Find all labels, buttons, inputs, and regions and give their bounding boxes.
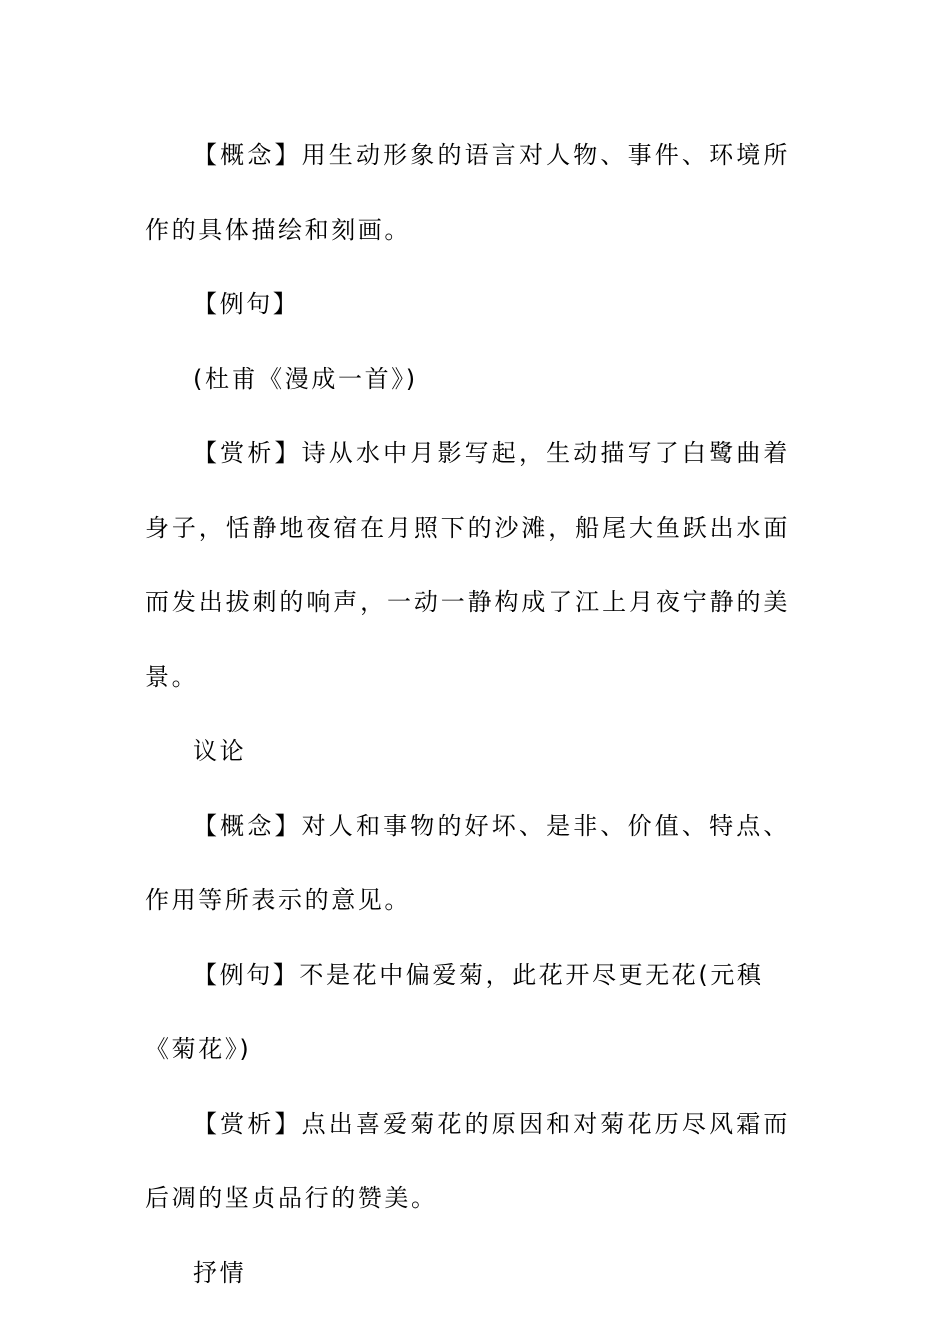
paragraph-description-example-source: (杜甫《漫成一首》) [193, 364, 418, 393]
paragraph-argument-concept: 【概念】对人和事物的好坏、是非、价值、特点、作用等所表示的意见。 [145, 811, 790, 914]
paragraph-argument-analysis: 【赏析】点出喜爱菊花的原因和对菊花历尽风霜而后凋的坚贞品行的赞美。 [145, 1109, 790, 1212]
paragraph-argument-example: 【例句】不是花中偏爱菊，此花开尽更无花(元稹《菊花》) [145, 960, 764, 1063]
paragraph-description-concept: 【概念】用生动形象的语言对人物、事件、环境所作的具体描绘和刻画。 [145, 141, 790, 244]
paragraph-description-example-heading: 【例句】 [193, 290, 300, 318]
section-heading-argument: 议论 [193, 737, 247, 765]
section-heading-lyric: 抒情 [193, 1258, 247, 1287]
paragraph-description-analysis: 【赏析】诗从水中月影写起，生动描写了白鹭曲着身子，恬静地夜宿在月照下的沙滩，船尾大鱼跃出水面而发出拔刺的响声，一动一静构成了江上月夜宁静的美景。 [145, 439, 790, 691]
document-body [145, 118, 790, 1310]
